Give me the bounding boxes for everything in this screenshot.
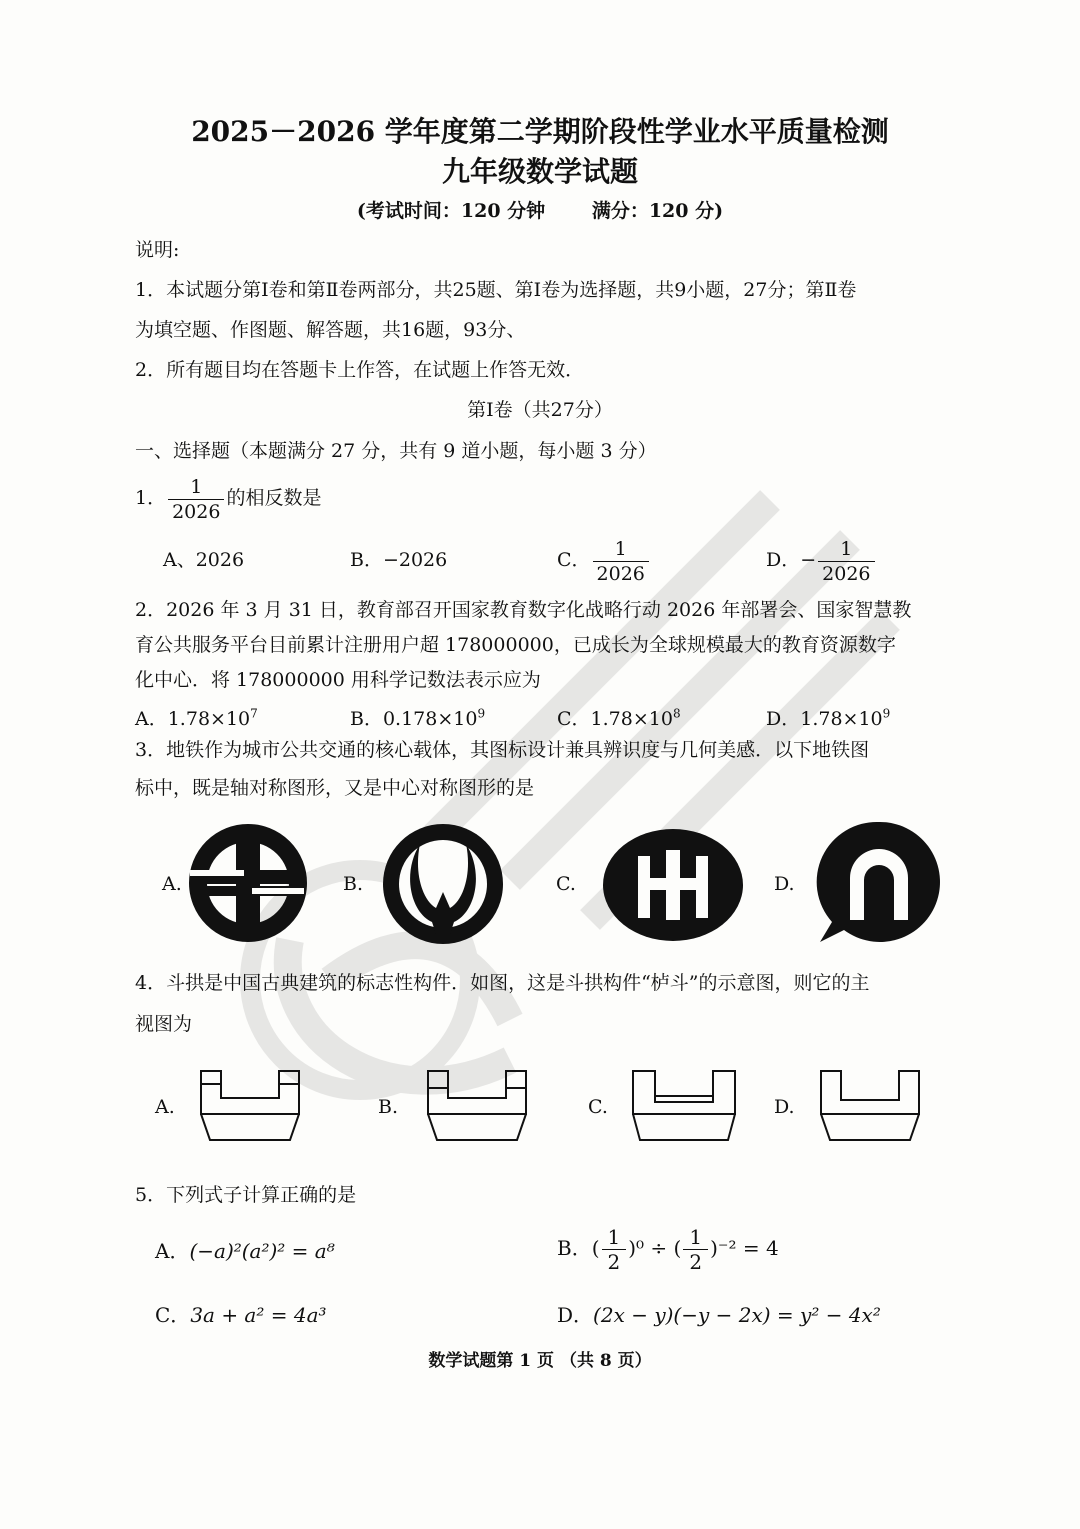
- q1-d-fraction: [818, 537, 874, 586]
- q5-b-frac1: [602, 1225, 627, 1274]
- q4-view-d-icon: [818, 1068, 922, 1144]
- q3-label-b: B.: [343, 873, 364, 895]
- section-heading: 一、选择题（本题满分 27 分，共有 9 道小题，每小题 3 分）: [135, 440, 657, 462]
- q3-label-d: D.: [774, 873, 795, 895]
- q1-d-den: 2026: [822, 562, 871, 585]
- q4-label-c: C.: [588, 1096, 608, 1118]
- q5-b-label: B．: [557, 1236, 592, 1260]
- q5-b-num1: 1: [602, 1225, 627, 1250]
- q2-a-exp: 7: [250, 706, 258, 721]
- q2-line3: 化中心．将 178000000 用科学记数法表示应为: [135, 669, 541, 691]
- q2-b-exp: 9: [477, 706, 486, 721]
- q5-c-label: C．: [155, 1303, 191, 1327]
- q5-b-mid: )⁰ ÷ (: [628, 1236, 682, 1260]
- q1-d-num: 1: [818, 537, 874, 562]
- page-footer: 数学试题第 1 页 （共 8 页）: [428, 1351, 652, 1371]
- q5-b-num2: 1: [683, 1225, 708, 1250]
- q1-stem: 的相反数是: [226, 487, 322, 509]
- q5-d-expr: (2x − y)(−y − 2x) = y² − 4x²: [593, 1303, 881, 1327]
- q2-option-d: [766, 704, 890, 731]
- q5-b-den2: 2: [689, 1250, 703, 1274]
- q4-label-b: B.: [378, 1096, 399, 1118]
- part1-heading: 第Ⅰ卷（共27分）: [467, 399, 613, 421]
- q2-c-exp: 8: [672, 706, 681, 721]
- q2-c-base: C．1.78×10: [557, 708, 673, 730]
- q5-b-pre: (: [591, 1236, 600, 1260]
- notes-item1-line1: 1．本试题分第Ⅰ卷和第Ⅱ卷两部分，共25题、第Ⅰ卷为选择题，共9小题，27分；第Ⅱ卷: [135, 279, 857, 301]
- exam-subtitle: 九年级数学试题: [441, 155, 638, 188]
- q4-view-c-icon: [630, 1068, 738, 1144]
- q2-b-base: B．0.178×10: [350, 708, 478, 730]
- full-score: 满分：120 分): [591, 200, 724, 222]
- q2-line1: 2．2026 年 3 月 31 日，教育部召开国家教育数字化战略行动 2026 年部署会、国家智慧教: [135, 599, 912, 621]
- q4-view-b-icon: [425, 1068, 529, 1144]
- metro-logo-a-icon: [186, 822, 312, 944]
- q5-option-c: [155, 1299, 327, 1328]
- q5-b-den1: 2: [607, 1250, 621, 1274]
- q5-d-label: D．: [557, 1303, 594, 1327]
- question-1: [135, 470, 321, 526]
- q4-line2: 视图为: [135, 1013, 193, 1035]
- q5-option-d: [557, 1299, 881, 1328]
- exam-title: 2025－2026 学年度第二学期阶段性学业水平质量检测: [191, 115, 889, 148]
- notes-heading: 说明:: [135, 239, 180, 261]
- q3-label-c: C.: [556, 873, 576, 895]
- q1-option-c: [557, 532, 651, 588]
- q4-line1: 4．斗拱是中国古典建筑的标志性构件．如图，这是斗拱构件“栌斗”的示意图，则它的主: [135, 972, 870, 994]
- q1-c-fraction: [593, 537, 649, 586]
- q1-frac-num: 1: [168, 475, 224, 500]
- exam-time: (考试时间：120 分钟: [356, 200, 546, 222]
- q5-stem: 5．下列式子计算正确的是: [135, 1184, 357, 1206]
- q5-b-frac2: [683, 1225, 708, 1274]
- q3-line2: 标中，既是轴对称图形，又是中心对称图形的是: [135, 777, 535, 799]
- notes-item1-line2: 为填空题、作图题、解答题，共16题，93分、: [135, 319, 526, 341]
- q1-option-d: [766, 532, 877, 588]
- q1-number: 1．: [135, 487, 167, 509]
- q1-c-num: 1: [593, 537, 649, 562]
- q1-fraction: [168, 475, 224, 524]
- q2-d-base: D．1.78×10: [766, 708, 883, 730]
- q1-option-b: B．−2026: [350, 549, 448, 571]
- q4-label-a: A.: [155, 1096, 175, 1118]
- q5-b-post: )⁻² = 4: [710, 1236, 779, 1260]
- metro-logo-c-icon: [602, 828, 744, 942]
- q4-label-d: D.: [774, 1096, 795, 1118]
- q5-option-b: [557, 1222, 779, 1274]
- metro-logo-d-icon: [814, 820, 944, 946]
- metro-logo-b-icon: [380, 822, 506, 946]
- q2-d-exp: 9: [882, 706, 891, 721]
- q2-line2: 育公共服务平台目前累计注册用户超 178000000，已成长为全球规模最大的教育资源数字: [135, 634, 896, 656]
- q1-c-label: C．: [557, 549, 591, 571]
- q1-option-a: A、2026: [163, 549, 245, 571]
- q1-d-label: D．−: [766, 549, 817, 571]
- q2-option-c: [557, 704, 681, 731]
- q5-option-a: [155, 1235, 335, 1264]
- q2-option-a: [135, 704, 258, 731]
- q2-option-b: [350, 704, 485, 731]
- q5-a-label: A．: [155, 1239, 190, 1263]
- q4-view-a-icon: [198, 1068, 302, 1144]
- q5-a-expr: (−a)²(a²)² = a⁸: [189, 1239, 335, 1263]
- notes-item2: 2．所有题目均在答题卡上作答，在试题上作答无效．: [135, 359, 585, 381]
- q5-c-expr: 3a + a² = 4a³: [190, 1303, 327, 1327]
- exam-info: [0, 196, 1080, 223]
- q3-line1: 3．地铁作为城市公共交通的核心载体，其图标设计兼具辨识度与几何美感．以下地铁图: [135, 739, 870, 761]
- q3-label-a: A.: [162, 873, 182, 895]
- q1-frac-den: 2026: [172, 500, 221, 523]
- q1-c-den: 2026: [596, 562, 645, 585]
- q2-a-base: A．1.78×10: [135, 708, 251, 730]
